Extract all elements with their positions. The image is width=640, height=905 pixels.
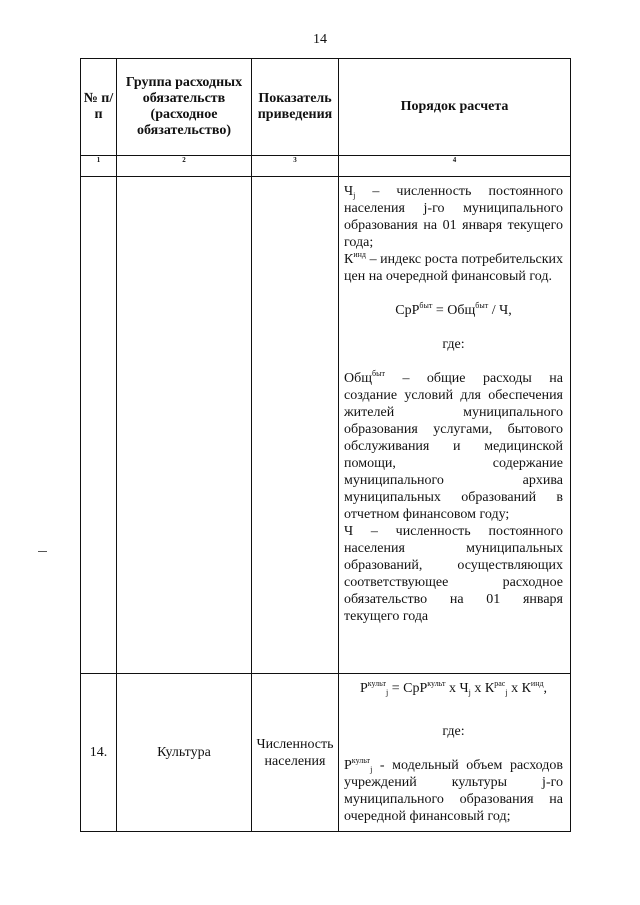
cell-procedure-culture [339, 674, 571, 832]
definition-population-j: $Ч_j$ – численность постоянного населения j-го муниципального образования на 01 января текущего года; [344, 184, 563, 250]
column-number: 4 [339, 156, 571, 177]
definition-price-index: $К^{инд}$ – индекс роста потребительских цен на очередной финансовый год. [344, 250, 563, 284]
margin-mark [38, 551, 47, 552]
indicator-name: Численность населения [252, 674, 339, 832]
header-number: № п/п [81, 59, 117, 156]
table-row-culture [81, 674, 571, 832]
where-label: где: [442, 724, 465, 739]
definition-population-total: Ч – численность постоянного населения муниципальных образований, осуществляющих соответствующее расходное обязательство на 01 января текущего года [344, 524, 563, 624]
column-number: 2 [117, 156, 252, 177]
group-name: Культура [117, 674, 252, 832]
cell-indicator-empty [252, 177, 339, 674]
definition-total-household: Общ$^{быт}$ – общие расходы на создание условий для обеспечения жителей муниципального образования услугами, бытового обслуживания и медицинской помощи, содержание муниципального архива муниципальных образований в отчетном финансовом году; [344, 369, 563, 522]
column-number: 3 [252, 156, 339, 177]
table-row-continuation [81, 177, 571, 674]
header-indicator: Показатель приведения [252, 59, 339, 156]
table-header-row [81, 59, 571, 156]
definition-culture-expense: $Р^{культ}_j$ - модельный объем расходов учреждений культуры j-го муниципального образования на очередной финансовый год; [344, 756, 563, 824]
header-group: Группа расходных обязательств (расходное обязательство) [117, 59, 252, 156]
calculation-table [80, 58, 571, 832]
where-label: где: [442, 337, 465, 352]
cell-number-empty [81, 177, 117, 674]
formula-avg-household: СрР$^{быт}$ = Общ$^{быт}$ / Ч, [395, 301, 512, 318]
page-number: 14 [313, 32, 327, 47]
formula-culture: $Р^{культ}_j = СрР^{культ}$ х $Ч_j$ х $К^{рас}_j$ х $К^{инд}$, [359, 679, 548, 697]
cell-procedure [339, 177, 571, 674]
header-procedure: Порядок расчета [339, 59, 571, 156]
cell-group-empty [117, 177, 252, 674]
column-number: 1 [81, 156, 117, 177]
column-number-row [81, 156, 571, 177]
row-number: 14. [81, 674, 117, 832]
